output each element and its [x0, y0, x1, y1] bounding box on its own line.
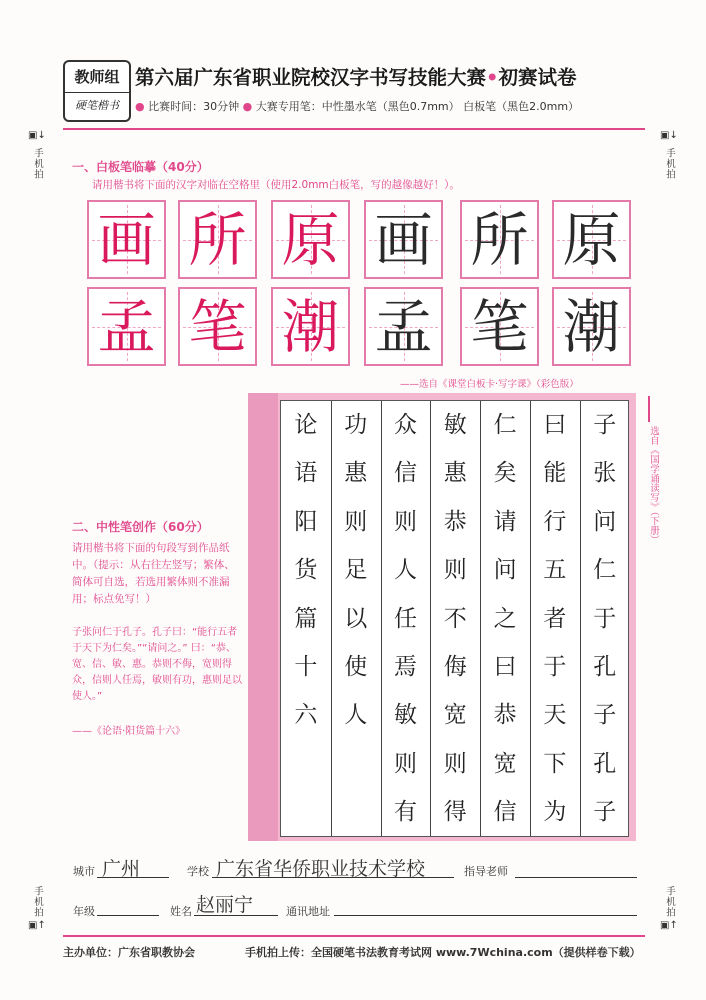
grid-char: 论 [294, 412, 318, 438]
grid-char: 问 [593, 508, 617, 535]
pen-spec: 大赛专用笔：中性墨水笔（黑色0.7mm） 白板笔（黑色2.0mm） [255, 100, 580, 113]
panel-strip [248, 393, 278, 841]
grid-char: 使 [344, 654, 368, 680]
grid-char: 有 [393, 799, 417, 826]
grid-char: 足 [344, 557, 368, 584]
grid-char: 于 [543, 654, 567, 680]
grid-char: 六 [294, 702, 318, 729]
writing-grid [280, 400, 629, 837]
answer-char: 原 [562, 206, 621, 274]
group-badge [63, 60, 131, 122]
grade-field[interactable] [97, 915, 159, 916]
grid-char: 下 [543, 750, 567, 777]
poem-text: 子张问仁于孔子。孔子曰：“能行五者于天下为仁矣。”“请问之。” 曰：“恭、宽、信、敏、惠。恭则不侮，宽则得众，信则人任焉，敏则有功，惠则足以使人。” [72, 627, 242, 702]
grid-char: 能 [543, 460, 567, 487]
name-label: 姓名 [170, 905, 192, 918]
grid-char: 曰 [493, 654, 517, 680]
grid-char: 侮 [443, 654, 467, 680]
answer-cell [552, 200, 631, 279]
grid-char: 矣 [493, 460, 517, 487]
grid-char: 问 [493, 557, 517, 584]
section1-source: ——选自《课堂白板卡·写字课》（彩色版） [400, 379, 579, 390]
copy-cell [178, 287, 257, 366]
grid-char: 敏 [443, 412, 467, 438]
section2-instruction: 请用楷书将下面的句段写到作品纸中。（提示：从右往左竖写；繁体、简体可自选，若选用繁体则不准漏用；标点免写！） [72, 542, 235, 605]
grid-char: 惠 [443, 460, 467, 487]
answer-char: 所 [470, 206, 529, 274]
grid-char: 曰 [543, 412, 567, 438]
grid-char: 则 [393, 508, 417, 535]
grid-char: 者 [543, 605, 567, 632]
copy-char: 原 [281, 206, 340, 274]
source-divider [648, 396, 650, 422]
grid-char: 天 [543, 702, 567, 729]
grid-char: 行 [543, 508, 567, 535]
grid-char: 十 [294, 654, 318, 680]
title-main: 第六届广东省职业院校汉字书写技能大赛 [135, 66, 487, 89]
grid-char: 不 [443, 605, 467, 632]
grid-char: 人 [393, 557, 417, 584]
side-label-right-top: 手机拍 [664, 148, 675, 180]
copy-char: 孟 [97, 293, 156, 361]
grid-char: 请 [493, 508, 517, 535]
grid-char: 信 [393, 460, 417, 487]
name-value: 赵丽宁 [196, 894, 254, 916]
grid-char [331, 788, 381, 836]
copy-cell [87, 200, 166, 279]
grid-char [281, 788, 331, 836]
grid-char: 则 [443, 750, 467, 777]
answer-cell [460, 200, 539, 279]
section1-title: 一、白板笔临摹（40分） [72, 160, 209, 174]
camera-icon: ▣↑ [660, 920, 678, 931]
grid-char: 则 [443, 557, 467, 584]
grid-char: 货 [294, 557, 318, 584]
grid-char: 功 [344, 412, 368, 438]
grid-char: 子 [593, 799, 617, 826]
copy-char: 画 [97, 206, 156, 274]
grid-char: 人 [344, 702, 368, 729]
answer-cell [460, 287, 539, 366]
organizer: 主办单位：广东省职教协会 [63, 946, 195, 959]
advisor-field[interactable] [515, 877, 637, 878]
answer-char: 孟 [374, 293, 433, 361]
grid-char: 恭 [493, 702, 517, 729]
grid-char: 阳 [294, 508, 318, 535]
grid-char: 得 [443, 799, 467, 826]
school-label: 学校 [187, 865, 209, 878]
copy-char: 所 [188, 206, 247, 274]
grid-char: 则 [393, 750, 417, 777]
grid-char: 子 [593, 412, 617, 438]
section2-title: 二、中性笔创作（60分） [72, 520, 209, 534]
grade-label: 年级 [73, 905, 95, 918]
grid-char: 孔 [593, 750, 617, 777]
advisor-label: 指导老师 [464, 865, 508, 878]
exam-info [135, 98, 579, 114]
poem-source: ——《论语·阳货篇十六》 [72, 726, 186, 737]
side-label-left-bottom: 手机拍 [32, 886, 43, 918]
page-title [135, 62, 577, 90]
grid-char: 任 [393, 605, 417, 632]
grid-char: 众 [393, 412, 417, 438]
grid-char [281, 740, 331, 788]
grid-char: 惠 [344, 460, 368, 487]
grid-char [331, 740, 381, 788]
copy-char: 笔 [188, 293, 247, 361]
grid-char: 为 [543, 799, 567, 826]
grid-char: 信 [493, 799, 517, 826]
city-label: 城市 [73, 865, 95, 878]
side-label-left-top: 手机拍 [32, 148, 43, 180]
answer-char: 潮 [562, 293, 621, 361]
answer-cell [552, 287, 631, 366]
grid-char: 敏 [393, 702, 417, 729]
title-separator: • [486, 66, 499, 89]
address-field[interactable] [334, 915, 637, 916]
bullet-icon: ● [135, 100, 145, 113]
grid-char: 宽 [493, 750, 517, 777]
grid-char: 恭 [443, 508, 467, 535]
grid-char: 则 [344, 508, 368, 535]
copy-cell [87, 287, 166, 366]
grid-char: 孔 [593, 654, 617, 680]
grid-char: 以 [344, 605, 368, 632]
badge-group-label: 教师组 [65, 62, 129, 93]
grid-char: 于 [593, 605, 617, 632]
copy-char: 潮 [281, 293, 340, 361]
camera-icon: ▣↓ [28, 130, 46, 141]
grid-char: 子 [593, 702, 617, 729]
school-value: 广东省华侨职业技术学校 [216, 858, 426, 880]
grid-char: 仁 [593, 557, 617, 584]
copy-cell [178, 200, 257, 279]
side-label-right-bottom: 手机拍 [664, 886, 675, 918]
grid-char: 张 [593, 460, 617, 487]
grid-char: 仁 [493, 412, 517, 438]
camera-icon: ▣↓ [660, 130, 678, 141]
city-value: 广州 [102, 858, 141, 880]
answer-char: 画 [374, 206, 433, 274]
answer-char: 笔 [470, 293, 529, 361]
grid-char: 焉 [393, 654, 417, 680]
copy-cell [271, 287, 350, 366]
grid-char: 之 [493, 605, 517, 632]
section1-instruction: 请用楷书将下面的汉字对临在空格里（使用2.0mm白板笔，写的越像越好！）。 [92, 179, 460, 191]
upload-info: 手机拍上传：全国硬笔书法教育考试网 www.7Wchina.com（提供样卷下载） [245, 946, 641, 959]
footer-divider [63, 935, 645, 937]
grid-char: 五 [543, 557, 567, 584]
camera-icon: ▣↑ [28, 920, 46, 931]
answer-cell [364, 200, 443, 279]
address-label: 通讯地址 [286, 905, 330, 918]
grid-char: 篇 [294, 605, 318, 632]
answer-cell [364, 287, 443, 366]
copy-cell [271, 200, 350, 279]
section2-side-source: 选自《国学诵读写》（下册） [648, 426, 659, 545]
badge-category-label: 硬笔楷书 [75, 99, 119, 112]
grid-char: 宽 [443, 702, 467, 729]
bullet-icon: ● [242, 100, 253, 113]
exam-time: 比赛时间：30分钟 [148, 100, 240, 113]
header-divider [63, 128, 645, 130]
title-tail: 初赛试卷 [498, 66, 577, 89]
grid-char: 语 [294, 460, 318, 487]
